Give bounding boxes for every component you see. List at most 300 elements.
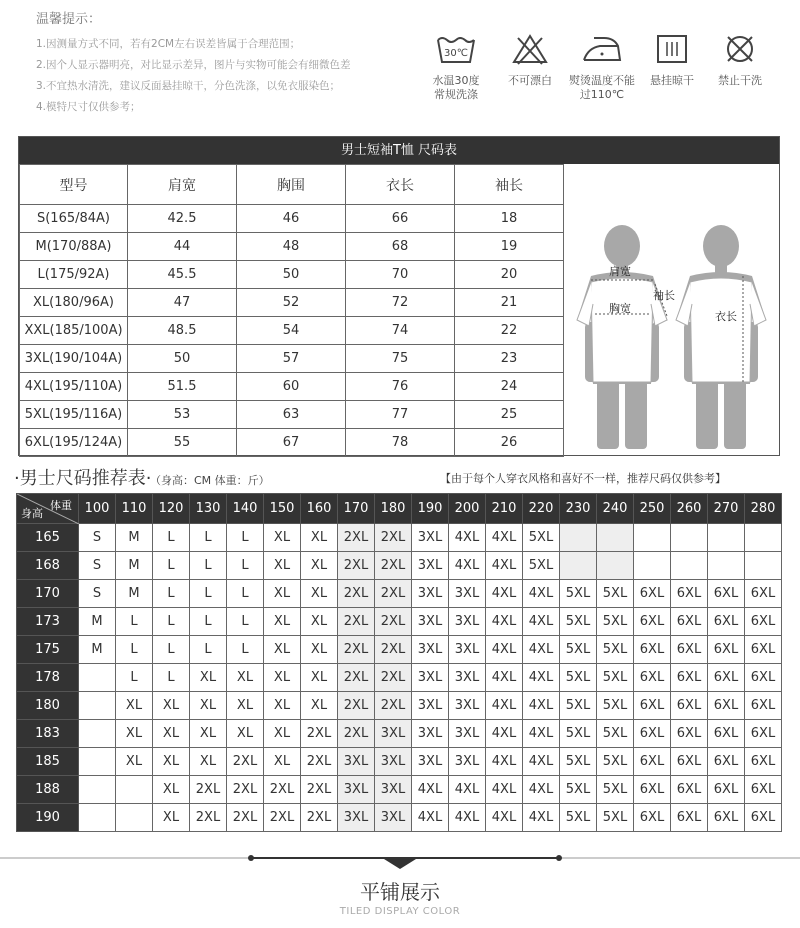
recommend-cell: XL — [153, 776, 190, 804]
size-cell: 54 — [237, 317, 346, 345]
recommend-cell — [116, 804, 153, 832]
recommend-cell: L — [190, 580, 227, 608]
recommend-cell: 4XL — [449, 804, 486, 832]
height-header-cell: 185 — [17, 748, 79, 776]
size-header-cell: 胸围 — [237, 165, 346, 205]
recommend-cell: L — [227, 552, 264, 580]
recommend-cell: 4XL — [412, 776, 449, 804]
recommend-cell: 5XL — [560, 776, 597, 804]
care-item-no-dry-clean — [712, 32, 768, 88]
recommend-cell: 2XL — [264, 804, 301, 832]
recommend-cell: 2XL — [227, 776, 264, 804]
size-cell: 46 — [237, 205, 346, 233]
size-cell: 66 — [346, 205, 455, 233]
size-cell: 77 — [346, 401, 455, 429]
recommend-row — [17, 664, 782, 692]
size-cell: 53 — [128, 401, 237, 429]
recommend-cell: S — [79, 580, 116, 608]
size-cell: 42.5 — [128, 205, 237, 233]
recommend-cell: L — [153, 608, 190, 636]
size-row — [20, 317, 564, 345]
divider-dot — [556, 855, 562, 861]
recommend-cell: 2XL — [301, 776, 338, 804]
height-header-cell: 180 — [17, 692, 79, 720]
recommend-cell — [79, 804, 116, 832]
recommend-cell: 5XL — [597, 748, 634, 776]
height-header-cell: 183 — [17, 720, 79, 748]
recommend-row — [17, 776, 782, 804]
recommend-cell: XL — [264, 636, 301, 664]
corner-weight-label: 体重 — [50, 499, 72, 512]
recommend-cell: 5XL — [597, 720, 634, 748]
recommend-cell: 3XL — [375, 804, 412, 832]
recommend-row — [17, 692, 782, 720]
size-cell: 45.5 — [128, 261, 237, 289]
recommend-cell: L — [190, 608, 227, 636]
recommend-cell: L — [153, 636, 190, 664]
recommend-cell: 6XL — [671, 720, 708, 748]
hang-dry-icon — [652, 32, 692, 66]
weight-header-cell: 250 — [634, 494, 671, 524]
model-illustration — [563, 164, 780, 456]
care-label: 禁止干洗 — [718, 74, 762, 87]
height-header-cell: 175 — [17, 636, 79, 664]
size-cell: 20 — [455, 261, 564, 289]
recommend-cell: 6XL — [634, 692, 671, 720]
size-cell: 19 — [455, 233, 564, 261]
recommend-cell: 3XL — [375, 748, 412, 776]
size-cell: 74 — [346, 317, 455, 345]
recommend-cell: 4XL — [412, 804, 449, 832]
recommend-cell: 4XL — [486, 692, 523, 720]
recommend-cell: 3XL — [449, 664, 486, 692]
recommend-cell — [597, 552, 634, 580]
recommend-cell: 3XL — [375, 720, 412, 748]
recommend-cell: XL — [153, 804, 190, 832]
recommend-cell — [79, 776, 116, 804]
recommend-cell: XL — [301, 692, 338, 720]
label-shoulder: 肩宽 — [609, 265, 631, 278]
label-chest: 胸宽 — [609, 302, 631, 315]
recommend-cell: 5XL — [560, 720, 597, 748]
recommend-note: 【由于每个人穿衣风格和喜好不一样，推荐尺码仅供参考】 — [440, 472, 726, 485]
recommend-unit: （身高：CM 体重：斤） — [155, 474, 270, 487]
recommend-cell: 6XL — [745, 804, 782, 832]
recommend-cell: 3XL — [449, 748, 486, 776]
recommend-cell: L — [116, 608, 153, 636]
recommend-cell: XL — [116, 748, 153, 776]
recommend-cell — [560, 524, 597, 552]
recommend-cell: 6XL — [671, 580, 708, 608]
care-label: 不可漂白 — [508, 74, 552, 87]
recommend-cell — [597, 524, 634, 552]
svg-text:30℃: 30℃ — [444, 48, 468, 59]
recommend-cell: 3XL — [412, 636, 449, 664]
size-row — [20, 401, 564, 429]
recommend-cell: XL — [264, 524, 301, 552]
recommend-cell: XL — [264, 552, 301, 580]
recommend-cell: XL — [264, 692, 301, 720]
recommend-cell: S — [79, 552, 116, 580]
recommend-cell: L — [190, 552, 227, 580]
recommend-cell: XL — [301, 552, 338, 580]
recommend-cell: 6XL — [708, 608, 745, 636]
recommend-cell: 5XL — [597, 692, 634, 720]
size-chart-title: 男士短袖T恤 尺码表 — [19, 137, 779, 164]
recommend-cell: 2XL — [375, 692, 412, 720]
recommend-cell: 3XL — [449, 692, 486, 720]
care-label: 悬挂晾干 — [650, 74, 694, 87]
weight-header-cell: 130 — [190, 494, 227, 524]
recommend-cell: L — [116, 664, 153, 692]
recommend-cell: 6XL — [634, 776, 671, 804]
weight-header-cell: 120 — [153, 494, 190, 524]
size-header-cell: 衣长 — [346, 165, 455, 205]
size-cell: 75 — [346, 345, 455, 373]
recommend-cell: 3XL — [338, 776, 375, 804]
recommend-cell: 3XL — [412, 524, 449, 552]
recommend-cell: 6XL — [708, 776, 745, 804]
recommend-cell — [634, 552, 671, 580]
corner-cell — [17, 494, 79, 524]
recommend-cell — [671, 552, 708, 580]
recommend-cell: L — [153, 552, 190, 580]
recommend-cell: XL — [190, 720, 227, 748]
size-cell: 55 — [128, 429, 237, 457]
weight-header-cell: 200 — [449, 494, 486, 524]
height-header-cell: 165 — [17, 524, 79, 552]
recommend-cell: 6XL — [671, 776, 708, 804]
weight-header-cell: 100 — [79, 494, 116, 524]
recommend-cell: 5XL — [597, 776, 634, 804]
recommend-cell: 2XL — [338, 692, 375, 720]
recommend-cell: 4XL — [486, 748, 523, 776]
recommend-cell: XL — [264, 748, 301, 776]
size-cell: 26 — [455, 429, 564, 457]
recommend-cell: 4XL — [449, 524, 486, 552]
recommend-cell: 4XL — [486, 580, 523, 608]
recommend-cell: 4XL — [486, 664, 523, 692]
recommend-cell: 5XL — [560, 804, 597, 832]
care-label: 常规洗涤 — [434, 88, 478, 101]
recommend-cell: XL — [227, 692, 264, 720]
size-cell: 3XL(190/104A) — [20, 345, 128, 373]
care-item-no-bleach — [502, 32, 558, 88]
size-chart — [18, 136, 780, 456]
recommend-cell: 2XL — [338, 720, 375, 748]
recommend-cell: 2XL — [190, 804, 227, 832]
recommend-cell: 3XL — [412, 720, 449, 748]
recommend-cell: 6XL — [708, 636, 745, 664]
recommend-cell: 5XL — [597, 580, 634, 608]
weight-header-cell: 210 — [486, 494, 523, 524]
size-cell: 5XL(195/116A) — [20, 401, 128, 429]
recommend-row — [17, 580, 782, 608]
divider-arrow-icon — [384, 859, 416, 869]
recommend-cell: 5XL — [597, 804, 634, 832]
height-header-cell: 178 — [17, 664, 79, 692]
recommend-cell: 6XL — [745, 720, 782, 748]
size-cell: 47 — [128, 289, 237, 317]
care-label: 熨烫温度不能 — [569, 74, 635, 87]
recommend-cell: 6XL — [671, 636, 708, 664]
recommend-row — [17, 804, 782, 832]
recommend-cell: M — [79, 636, 116, 664]
weight-header-cell: 190 — [412, 494, 449, 524]
recommend-cell — [671, 524, 708, 552]
recommend-cell: XL — [301, 664, 338, 692]
recommend-cell: L — [153, 580, 190, 608]
recommend-cell: 5XL — [597, 664, 634, 692]
care-item-hang-dry — [644, 32, 700, 88]
recommend-cell: 5XL — [523, 552, 560, 580]
size-cell: 63 — [237, 401, 346, 429]
recommend-cell: M — [116, 552, 153, 580]
size-cell: XL(180/96A) — [20, 289, 128, 317]
recommend-cell: XL — [227, 720, 264, 748]
weight-header-cell: 170 — [338, 494, 375, 524]
recommend-cell: 4XL — [486, 720, 523, 748]
tips-line: 2.因个人显示器明亮，对比显示差异，图片与实物可能会有细微色差 — [36, 59, 351, 71]
recommend-cell: 3XL — [449, 608, 486, 636]
size-header-cell: 肩宽 — [128, 165, 237, 205]
recommend-cell: L — [190, 524, 227, 552]
recommend-cell: 6XL — [745, 608, 782, 636]
size-cell: 67 — [237, 429, 346, 457]
recommend-row — [17, 636, 782, 664]
recommend-cell: 6XL — [708, 720, 745, 748]
weight-header-cell: 240 — [597, 494, 634, 524]
recommend-cell: 6XL — [671, 608, 708, 636]
recommend-cell — [708, 524, 745, 552]
recommend-title: ·男士尺码推荐表· （身高：CM 体重：斤） — [14, 468, 270, 489]
size-cell: 21 — [455, 289, 564, 317]
recommend-cell: 6XL — [671, 804, 708, 832]
recommend-cell: 4XL — [523, 580, 560, 608]
recommend-cell: 4XL — [486, 524, 523, 552]
height-header-cell: 173 — [17, 608, 79, 636]
recommend-cell: 4XL — [449, 776, 486, 804]
recommend-cell: 3XL — [412, 608, 449, 636]
recommend-cell: 4XL — [486, 636, 523, 664]
model-figure — [563, 164, 780, 456]
size-cell: 60 — [237, 373, 346, 401]
recommend-cell: L — [190, 636, 227, 664]
label-length: 衣长 — [715, 310, 737, 323]
size-cell: 68 — [346, 233, 455, 261]
recommend-cell: 2XL — [375, 552, 412, 580]
recommend-cell: 2XL — [375, 524, 412, 552]
height-header-cell: 190 — [17, 804, 79, 832]
recommend-cell: 4XL — [523, 720, 560, 748]
recommend-row — [17, 608, 782, 636]
recommend-row — [17, 748, 782, 776]
recommend-cell: 6XL — [634, 636, 671, 664]
recommend-cell: 6XL — [745, 748, 782, 776]
recommend-cell: 4XL — [486, 776, 523, 804]
size-cell: 18 — [455, 205, 564, 233]
size-header-cell: 袖长 — [455, 165, 564, 205]
recommend-cell: 2XL — [375, 608, 412, 636]
care-item-wash — [428, 32, 484, 102]
recommend-cell: 6XL — [634, 664, 671, 692]
recommend-cell: 6XL — [671, 664, 708, 692]
recommend-cell: 4XL — [523, 776, 560, 804]
recommend-cell: XL — [264, 580, 301, 608]
recommend-cell: 2XL — [338, 636, 375, 664]
tips-line: 4.模特尺寸仅供参考； — [36, 101, 141, 113]
size-cell: L(175/92A) — [20, 261, 128, 289]
recommend-cell: 2XL — [227, 804, 264, 832]
recommend-row — [17, 720, 782, 748]
tips-title: 温馨提示： — [36, 12, 102, 27]
size-cell: 78 — [346, 429, 455, 457]
wash-30-icon — [434, 32, 478, 66]
recommend-cell: 6XL — [745, 636, 782, 664]
weight-header-cell: 260 — [671, 494, 708, 524]
care-item-iron — [564, 32, 640, 102]
recommend-cell: 5XL — [560, 692, 597, 720]
recommend-cell: 5XL — [560, 580, 597, 608]
recommend-cell: L — [227, 608, 264, 636]
recommend-cell: 3XL — [412, 580, 449, 608]
size-cell: 6XL(195/124A) — [20, 429, 128, 457]
divider-dot — [248, 855, 254, 861]
recommend-cell: 2XL — [338, 580, 375, 608]
size-cell: 48.5 — [128, 317, 237, 345]
recommend-cell — [634, 524, 671, 552]
tips-section — [36, 8, 416, 118]
recommend-cell: 5XL — [523, 524, 560, 552]
size-cell: 4XL(195/110A) — [20, 373, 128, 401]
recommend-cell: L — [116, 636, 153, 664]
size-cell: 72 — [346, 289, 455, 317]
recommend-cell: 5XL — [560, 748, 597, 776]
recommend-cell: XL — [116, 692, 153, 720]
recommend-cell: XL — [264, 608, 301, 636]
recommend-cell: 2XL — [301, 748, 338, 776]
recommend-cell: 6XL — [671, 692, 708, 720]
recommend-cell: 4XL — [523, 608, 560, 636]
size-row — [20, 261, 564, 289]
recommend-cell: 2XL — [338, 664, 375, 692]
size-cell: 22 — [455, 317, 564, 345]
recommend-cell: 3XL — [412, 664, 449, 692]
size-cell: 50 — [237, 261, 346, 289]
recommend-cell: 3XL — [449, 720, 486, 748]
recommend-cell: XL — [301, 636, 338, 664]
recommend-cell: S — [79, 524, 116, 552]
size-cell: 51.5 — [128, 373, 237, 401]
recommend-cell: 6XL — [745, 664, 782, 692]
weight-header-cell: 220 — [523, 494, 560, 524]
weight-header-cell: 230 — [560, 494, 597, 524]
size-table — [19, 164, 564, 457]
recommend-cell — [79, 692, 116, 720]
recommend-cell: 2XL — [190, 776, 227, 804]
size-row — [20, 289, 564, 317]
recommend-cell: 3XL — [412, 552, 449, 580]
weight-header-cell: 140 — [227, 494, 264, 524]
care-instructions — [420, 32, 790, 122]
size-header-cell: 型号 — [20, 165, 128, 205]
recommend-cell: 2XL — [375, 580, 412, 608]
recommend-cell: 4XL — [523, 804, 560, 832]
recommend-cell: M — [79, 608, 116, 636]
recommend-cell: 6XL — [634, 608, 671, 636]
recommend-cell: 6XL — [634, 804, 671, 832]
recommend-cell: L — [227, 524, 264, 552]
size-cell: S(165/84A) — [20, 205, 128, 233]
recommend-cell: 2XL — [227, 748, 264, 776]
weight-header-cell: 180 — [375, 494, 412, 524]
weight-header-cell: 270 — [708, 494, 745, 524]
height-header-cell: 168 — [17, 552, 79, 580]
recommend-cell: 6XL — [671, 748, 708, 776]
size-cell: 23 — [455, 345, 564, 373]
corner-height-label: 身高 — [21, 507, 43, 520]
recommend-cell: XL — [190, 748, 227, 776]
recommend-cell: 6XL — [745, 692, 782, 720]
size-row — [20, 429, 564, 457]
recommend-cell: 5XL — [560, 608, 597, 636]
recommend-cell: 4XL — [523, 664, 560, 692]
recommend-cell: 6XL — [708, 664, 745, 692]
recommend-cell: M — [116, 580, 153, 608]
recommend-cell: 6XL — [634, 748, 671, 776]
size-row — [20, 345, 564, 373]
iron-icon — [580, 32, 624, 66]
tiled-display-title: 平铺展示 — [360, 880, 440, 904]
care-label: 水温30度 — [432, 74, 480, 87]
recommend-cell: L — [227, 636, 264, 664]
recommend-cell: L — [227, 580, 264, 608]
recommend-cell: 2XL — [338, 608, 375, 636]
size-cell: 52 — [237, 289, 346, 317]
recommend-cell: 2XL — [264, 776, 301, 804]
recommend-cell: 4XL — [523, 636, 560, 664]
size-cell: 25 — [455, 401, 564, 429]
weight-header-cell: 150 — [264, 494, 301, 524]
weight-header-cell: 110 — [116, 494, 153, 524]
recommend-cell — [745, 552, 782, 580]
recommend-cell: 3XL — [412, 692, 449, 720]
recommend-cell: XL — [153, 720, 190, 748]
recommend-cell: 6XL — [708, 580, 745, 608]
recommend-cell: 2XL — [375, 636, 412, 664]
recommend-cell: XL — [153, 748, 190, 776]
recommend-cell: 3XL — [449, 636, 486, 664]
recommend-table — [16, 493, 782, 832]
recommend-cell: 3XL — [375, 776, 412, 804]
recommend-cell: 5XL — [560, 636, 597, 664]
recommend-cell: 2XL — [338, 552, 375, 580]
recommend-cell: 5XL — [597, 636, 634, 664]
tips-line: 3.不宜热水清洗，建议反面悬挂晾干，分色洗涤，以免衣服染色； — [36, 80, 341, 92]
recommend-cell: 3XL — [449, 580, 486, 608]
recommend-cell: 4XL — [449, 552, 486, 580]
size-cell: 76 — [346, 373, 455, 401]
recommend-cell — [745, 524, 782, 552]
recommend-cell: 6XL — [745, 776, 782, 804]
recommend-cell: 5XL — [597, 608, 634, 636]
size-row — [20, 205, 564, 233]
height-header-cell: 188 — [17, 776, 79, 804]
tiled-display-subtitle: TILED DISPLAY COLOR — [339, 906, 461, 917]
recommend-cell: 3XL — [338, 748, 375, 776]
recommend-cell: 5XL — [560, 664, 597, 692]
size-cell: 44 — [128, 233, 237, 261]
